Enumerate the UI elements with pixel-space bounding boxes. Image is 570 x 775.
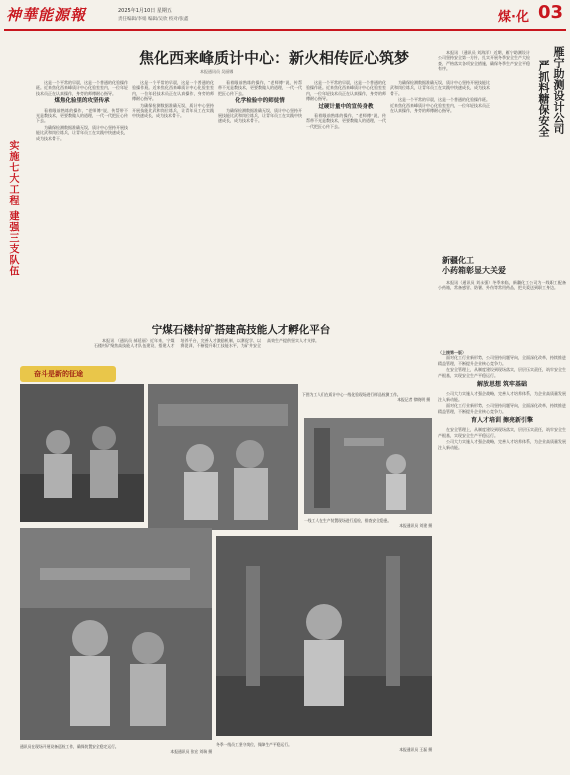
small-title-line-2: 小药箱彰显大关爱 [442,266,506,275]
page-number: 03 [538,2,564,23]
main-article-title: 焦化西来峰质计中心：新火相传匠心筑梦 [138,49,409,67]
photo-bottom-mid-image [216,536,432,736]
long-para-1b: 面对化工行业新形势，公司坚持问题导向，全面深化改革，持续推进精益管理，不断提升企业核心竞争力。 [438,403,566,414]
photo-workers-left [20,384,144,522]
main-para-1b: 这是一个平常的早晨，这是一个普通的化验操作班。近来焦化西来峰质计中心化验室室内，一位年轻技术员正在认真操作，身旁的师傅耐心指导。 [132,80,214,102]
right-article-body [438,50,530,168]
long-subhead-2: 育人才培训 擦亮新引擎 [470,417,534,425]
long-para-3b: 公司大力实施人才强企战略，完善人才培养体系，为企业高质量发展注入新动能。 [438,439,566,450]
main-article-col1 [36,80,128,310]
main-para-3: 为确保检测数据准确无误，质计中心坚持开展技能比武和岗位练兵，让青年员工在实践中快速成长，成为技术骨干。 [36,124,128,141]
long-para-1: 面对化工行业新形势，公司坚持问题导向，全面深化改革，持续推进精益管理，不断提升企业核心竞争力。 [438,355,566,366]
caption-photo-mid-text: 下图为工人们在质计中心一线化验现场进行样品检测工作。 [302,392,401,397]
photo-lab-center-image [148,384,298,530]
long-subhead-1: 解放思想 筑牢基础 [476,381,528,389]
banner [20,366,116,382]
section-label: 煤·化 [498,10,529,25]
masthead [0,0,570,44]
main-para-3b: 为确保检测数据准确无误，质计中心坚持开展技能比武和岗位练兵，让青年员工在实践中快速成长，成为技术骨干。 [132,102,214,119]
caption-bottom-mid-text: 冬季一线员工坚守岗位，保障生产平稳运行。 [216,742,292,747]
photo-bottom-left-image [20,528,212,740]
photo-lab-center [148,384,298,530]
masthead-divider [4,29,566,31]
small-title-line-1: 新疆化工 [442,256,474,265]
main-subhead-1: 煤焦化验里的攻坚传承 [54,98,110,105]
caption-bottom-left [20,744,212,754]
caption-bottom-mid-credit: 本报通讯员 王磊 摄 [399,747,432,752]
banner-text: 奋斗是新的征途 [34,370,83,378]
right-article-title [532,46,566,158]
caption-bottom-mid [216,742,432,752]
second-article-para: 本报讯 （通讯员 郝延丽）近年来，宁煤石楼村矿聚焦高技能人才队伍建设，搭建人才培养平台，完善人才激励机制，以赛促学、以赛促训，不断提升职工技能水平，为矿井安全高效生产提供坚实人才支撑。 [94,338,319,349]
long-article [438,350,566,762]
long-para-2: 在安全管理上，从制度建设到现场落实，层层压实责任，筑牢安全生产根基，实现安全生产平稳运行。 [438,367,566,378]
main-para-3d: 为确保检测数据准确无误，质计中心坚持开展技能比武和岗位练兵，让青年员工在实践中快速成长，成为技术骨干。 [390,80,490,96]
caption-photo-mid [302,392,430,402]
caption-bottom-left-text: 通讯员在现场开展设备巡检工作，确保装置安全稳定运行。 [20,744,119,749]
right-title-line-1: 雁宁助测设计公司 [552,46,565,134]
main-subhead-2: 化学检验中的师徒情 [235,98,285,105]
main-para-2c: 看着眼前熟练的操作，“老师傅”说，传帮带不光是教技术，更要教做人的道理，一代一代把匠心传下去。 [306,113,386,129]
long-article-lead-label: （上接第一版） [438,350,466,355]
photo-bottom-mid [216,536,432,736]
second-article-body [94,338,434,370]
photo-workers-left-image [20,384,144,522]
second-article-title: 宁煤石楼村矿搭建高技能人才孵化平台 [151,324,331,336]
main-subhead-3: 过硬计量中的宣传身教 [318,103,374,110]
masthead-logo: 神華能源報 [6,6,87,24]
photo-bottom-left [20,528,212,740]
caption-photo-mid-credit: 本报记者 徐晓明 摄 [397,397,430,402]
masthead-editors: 责任编辑/李娟 编辑/吴欣 校对/张鑫 [118,17,189,22]
caption-bottom-left-credit: 本报通讯员 张宏 刘瑞 摄 [170,749,212,754]
small-article-para: 本报讯（通讯员 刘永强）冬季来临，新疆化工公司为一线职工配备小药箱，常备感冒、防暑、外伤等常用药品，把关爱送到职工身边。 [438,280,566,291]
main-para-1d: 这是一个平常的早晨，这是一个普通的化验操作班。近来焦化西来峰质计中心化验室室内，一位年轻技术员正在认真操作，身旁的师傅耐心指导。 [390,97,490,114]
main-article-byline: 本报通讯员 吴丽娜 [200,69,234,74]
main-para-2b: 看着眼前熟练的操作，“老师傅”说，传帮带不光是教技术，更要教做人的道理，一代一代把匠心传下去。 [218,80,302,96]
photo-industrial-right-image [304,418,432,514]
caption-photo-right-credit: 本报通讯员 刘建 摄 [399,523,432,528]
caption-photo-right [304,518,432,528]
long-para-2b: 在安全管理上，从制度建设到现场落实，层层压实责任，筑牢安全生产根基，实现安全生产平稳运行。 [438,427,566,438]
main-article-col4 [306,80,386,230]
main-article-col2 [132,80,214,235]
main-para-2: 看着眼前熟练的操作，“老师傅”说，传帮带不光是教技术，更要教做人的道理，一代一代把匠心传下去。 [36,107,128,124]
caption-photo-right-text: 一线工人在生产装置现场进行巡检，排查安全隐患。 [304,518,392,523]
main-para-1c: 这是一个平常的早晨，这是一个普通的化验操作班。近来焦化西来峰质计中心化验室室内，一位年轻技术员正在认真操作，身旁的师傅耐心指导。 [306,80,386,102]
main-article-kicker: 实施七大工程 建强三支队伍 [7,140,18,277]
long-para-3: 公司大力实施人才强企战略，完善人才培养体系，为企业高质量发展注入新动能。 [438,391,566,402]
masthead-date: 2025年1月10日 星期五 [118,8,172,14]
small-article-title [442,256,562,276]
photo-industrial-right [304,418,432,514]
main-article-col3 [218,80,302,230]
main-para-3c: 为确保检测数据准确无误，质计中心坚持开展技能比武和岗位练兵，让青年员工在实践中快速成长，成为技术骨干。 [218,107,302,124]
right-title-line-2: 严抓料糖保安全 [537,60,550,137]
right-article-para: 本报讯 （通讯员 刘海洋）近期，雁宁助测设计公司坚持安全第一方针，扎实开展冬季安全生产大检查，严格落实各项安全措施，确保冬季生产安全平稳有序。 [438,50,530,72]
small-article-body [438,280,566,344]
main-para-1: 这是一个平常的早晨，这是一个普通的化验操作班。近来焦化西来峰质计中心化验室室内，一位年轻技术员正在认真操作，身旁的师傅耐心指导。 [36,80,128,96]
